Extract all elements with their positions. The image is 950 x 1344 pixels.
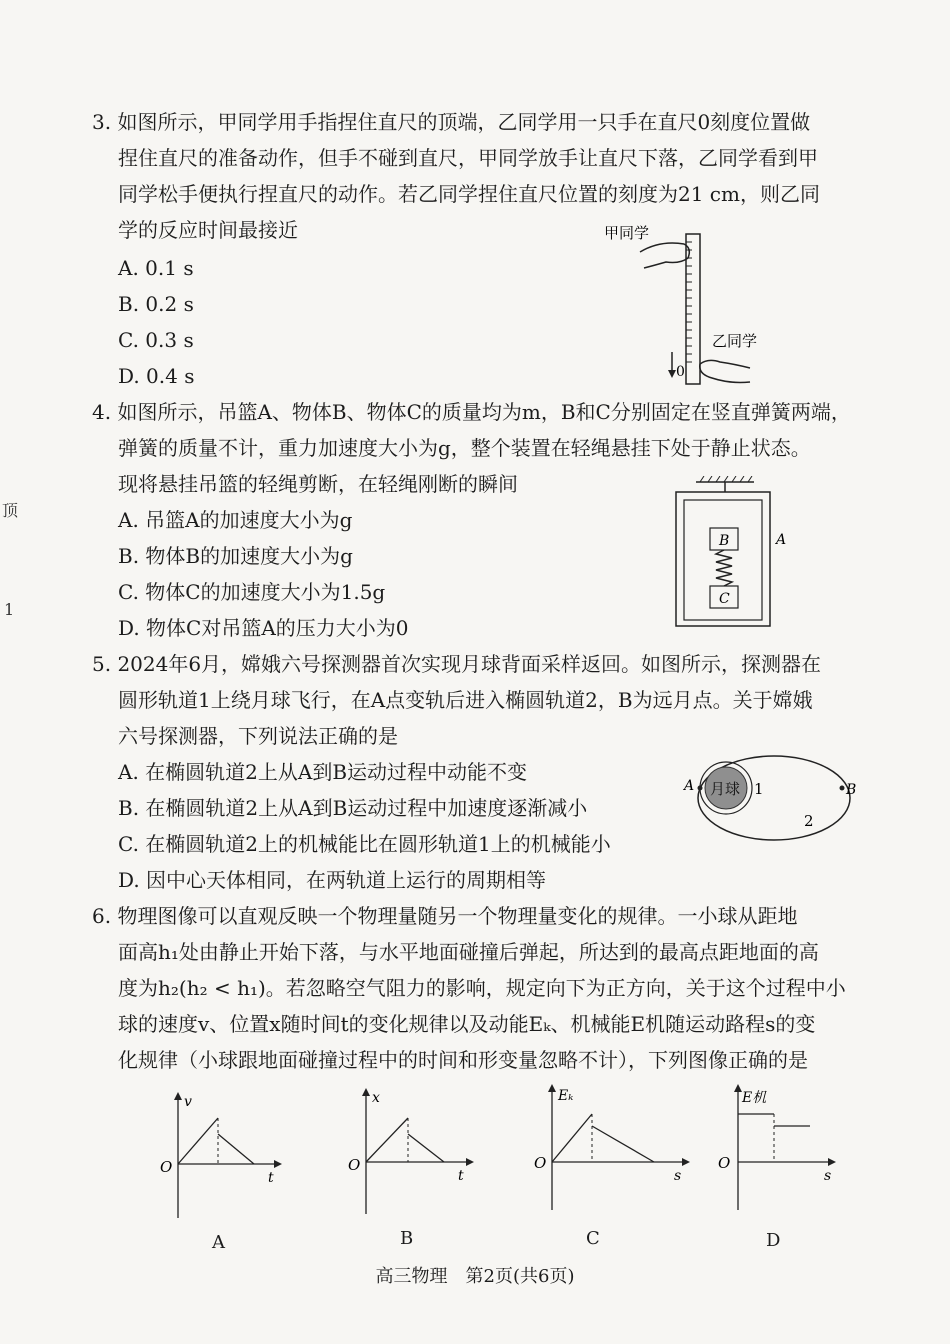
q3-option-c: C. 0.3 s (118, 328, 194, 352)
page-footer: 高三物理 第2页(共6页) (375, 1266, 575, 1287)
q5-option-d: D. 因中心天体相同，在两轨道上运行的周期相等 (118, 868, 547, 892)
label-person-b: 乙同学 (712, 332, 758, 350)
graph-c-y-arrow (548, 1084, 556, 1092)
q4-option-d: D. 物体C对吊篮A的压力大小为0 (118, 616, 409, 640)
q3-line-2: 捏住直尺的准备动作，但手不碰到直尺，甲同学放手让直尺下落，乙同学看到甲 (118, 146, 818, 170)
q5-line-1: 5. 2024年6月，嫦娥六号探测器首次实现月球背面采样返回。如图所示，探测器在 (92, 652, 822, 676)
graph-b-y-label: x (372, 1090, 380, 1106)
graph-b (340, 1084, 480, 1220)
q3-line-3: 同学松手便执行捏直尺的动作。若乙同学捏住直尺位置的刻度为21 cm，则乙同 (118, 182, 820, 206)
graph-a (150, 1088, 290, 1224)
graph-c-line-1 (552, 1114, 592, 1162)
label-orbit-2: 2 (804, 812, 814, 830)
q4-option-c: C. 物体C的加速度大小为1.5g (118, 580, 386, 604)
orbit-figure (680, 752, 870, 846)
graph-a-x-label: t (268, 1170, 274, 1186)
q4-option-b: B. 物体B的加速度大小为g (118, 544, 353, 568)
point-b (840, 786, 845, 791)
graph-a-line-1 (178, 1118, 218, 1164)
graph-a-label: A (212, 1232, 225, 1253)
q6-line-4: 球的速度v、位置x随时间t的变化规律以及动能Eₖ、机械能E机随运动路程s的变 (118, 1012, 816, 1036)
graph-a-origin: O (160, 1158, 173, 1176)
label-zero: 0 (676, 364, 685, 380)
margin-mark-bottom: 1 (4, 600, 15, 619)
label-moon: 月球 (710, 780, 741, 798)
q4-line-3: 现将悬挂吊篮的轻绳剪断，在轻绳刚断的瞬间 (118, 472, 518, 496)
q5-option-a: A. 在椭圆轨道2上从A到B运动过程中动能不变 (118, 760, 528, 784)
q5-line-3: 六号探测器，下列说法正确的是 (118, 724, 398, 748)
graph-b-line-2 (408, 1134, 444, 1162)
graph-c-x-arrow (682, 1158, 690, 1166)
q3-option-d: D. 0.4 s (118, 364, 195, 388)
graph-a-y-label: v (184, 1094, 192, 1110)
q3-line-1: 3. 如图所示，甲同学用手指捏住直尺的顶端，乙同学用一只手在直尺0刻度位置做 (92, 110, 811, 134)
graph-b-line-1 (366, 1118, 408, 1162)
graph-d-x-label: s (824, 1168, 832, 1184)
q4-option-a: A. 吊篮A的加速度大小为g (118, 508, 353, 532)
graph-b-y-arrow (362, 1088, 370, 1096)
label-point-b: B (846, 782, 857, 798)
ruler-figure (600, 222, 780, 388)
graph-c-label: C (586, 1228, 600, 1249)
q6-line-2: 面高h₁处由静止开始下落，与水平地面碰撞后弹起，所达到的最高点距地面的高 (118, 940, 819, 964)
q3-option-b: B. 0.2 s (118, 292, 194, 316)
graph-d-y-arrow (734, 1084, 742, 1092)
graph-a-x-arrow (274, 1160, 282, 1168)
graph-a-y-arrow (174, 1092, 182, 1100)
graph-b-label: B (400, 1228, 414, 1249)
label-a: A (776, 532, 787, 548)
graph-b-origin: O (348, 1156, 361, 1174)
margin-mark-top: 顶 (2, 501, 19, 520)
spring (716, 550, 732, 586)
q5-option-c: C. 在椭圆轨道2上的机械能比在圆形轨道1上的机械能小 (118, 832, 611, 856)
q5-line-2: 圆形轨道1上绕月球飞行，在A点变轨后进入椭圆轨道2，B为远月点。关于嫦娥 (118, 688, 813, 712)
label-orbit-1: 1 (754, 780, 764, 798)
graph-c-origin: O (534, 1154, 547, 1172)
q3-line-4: 学的反应时间最接近 (118, 218, 298, 242)
graph-d-y-label: E机 (742, 1090, 767, 1106)
q6-line-1: 6. 物理图像可以直观反映一个物理量随另一个物理量变化的规律。一小球从距地 (92, 904, 798, 928)
graph-b-x-label: t (458, 1168, 464, 1184)
graph-d-label: D (766, 1230, 781, 1251)
hand-a (640, 243, 689, 268)
q6-line-5: 化规律（小球跟地面碰撞过程中的时间和形变量忽略不计），下列图像正确的是 (118, 1048, 808, 1072)
graph-c-line-2 (592, 1126, 654, 1162)
fall-arrow-head (668, 370, 676, 378)
q6-line-3: 度为h₂(h₂ < h₁)。若忽略空气阻力的影响，规定向下为正方向，关于这个过程中小 (118, 976, 846, 1000)
q3-option-a: A. 0.1 s (118, 256, 194, 280)
label-b: B (719, 533, 730, 549)
ruler-ticks (686, 242, 692, 362)
q4-line-2: 弹簧的质量不计，重力加速度大小为g，整个装置在轻绳悬挂下处于静止状态。 (118, 436, 811, 460)
q4-line-1: 4. 如图所示，吊篮A、物体B、物体C的质量均为m，B和C分别固定在竖直弹簧两端， (92, 400, 851, 424)
graph-c (526, 1080, 696, 1216)
point-a (698, 786, 703, 791)
label-c: C (719, 591, 730, 607)
basket-figure (670, 476, 800, 632)
graph-d-x-arrow (828, 1158, 836, 1166)
q5-option-b: B. 在椭圆轨道2上从A到B运动过程中加速度逐渐减小 (118, 796, 588, 820)
graph-b-x-arrow (466, 1158, 474, 1166)
graph-c-y-label: Eₖ (558, 1088, 574, 1104)
graph-d (712, 1080, 852, 1216)
label-point-a: A (684, 778, 695, 794)
hand-b (700, 360, 750, 382)
label-person-a: 甲同学 (604, 224, 650, 242)
ceiling-hatch (700, 476, 752, 482)
graph-a-line-2 (218, 1134, 254, 1164)
graph-d-origin: O (718, 1154, 731, 1172)
graph-c-x-label: s (674, 1168, 682, 1184)
